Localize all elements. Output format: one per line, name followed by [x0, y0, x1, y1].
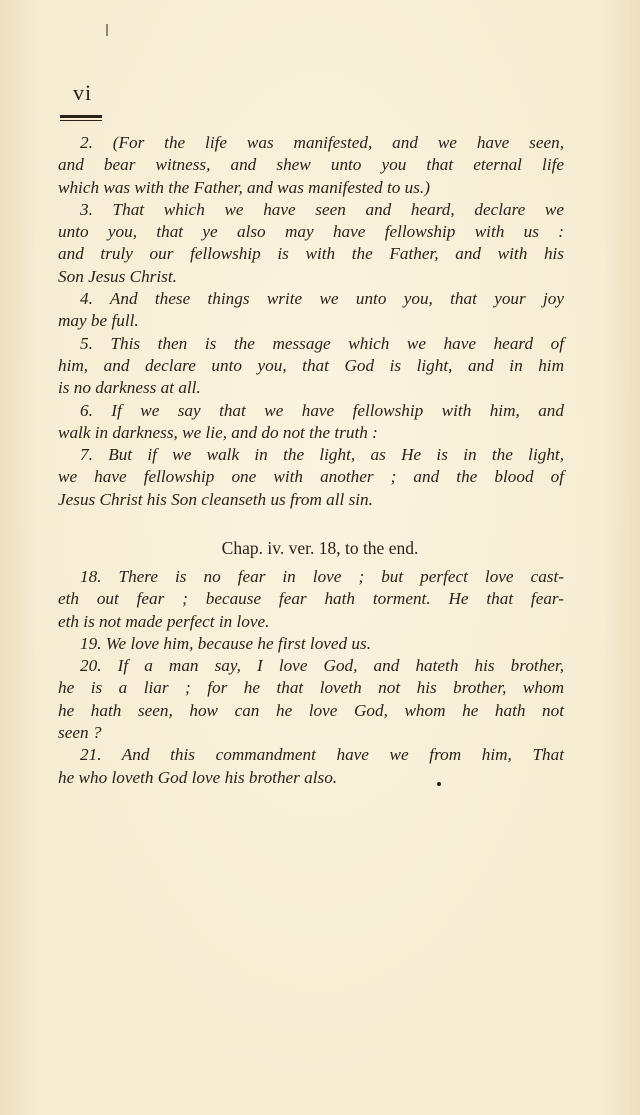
- verse-line: is no darkness at all.: [58, 378, 201, 398]
- header-rule: [60, 115, 102, 118]
- verse-line: unto you, that ye also may have fellowship with us :: [58, 222, 564, 242]
- verse-line: may be full.: [58, 311, 139, 331]
- verse-line: eth out fear ; because fear hath torment. He that fear-: [58, 589, 564, 609]
- verse-line: walk in darkness, we lie, and do not the truth :: [58, 422, 378, 442]
- verse-line: 2. (For the life was manifested, and we have seen,: [80, 133, 564, 152]
- verse-line: 7. But if we walk in the light, as He is in the light,: [80, 445, 564, 465]
- verse-line: 5. This then is the message which we have heard of: [80, 333, 564, 353]
- verse-line: we have fellowship one with another ; and the blood of: [58, 467, 564, 487]
- verse-line: 19. We love him, because he first loved us.: [80, 633, 372, 653]
- verse-line: eth is not made perfect in love.: [58, 611, 270, 631]
- ink-dot: [437, 782, 441, 786]
- verse-line: him, and declare unto you, that God is light, and in him: [58, 355, 564, 375]
- verse-line: Son Jesus Christ.: [58, 266, 177, 286]
- page-number: vi: [73, 80, 93, 105]
- printer-mark: [106, 24, 108, 36]
- verse-line: seen ?: [58, 723, 102, 743]
- verse-line: Jesus Christ his Son cleanseth us from all sin.: [58, 489, 373, 509]
- verse-line: he hath seen, how can he love God, whom he hath not: [58, 700, 564, 720]
- verse-line: 4. And these things write we unto you, that your joy: [80, 289, 564, 309]
- verse-line: and truly our fellowship is with the Father, and with his: [58, 244, 564, 264]
- verse-line: 18. There is no fear in love ; but perfect love cast-: [80, 567, 564, 586]
- chapter-heading: Chap. iv. ver. 18, to the end.: [221, 538, 419, 558]
- verse-line: 6. If we say that we have fellowship with him, and: [80, 400, 564, 420]
- verse-line: 21. And this commandment have we from him, That: [80, 745, 564, 765]
- passage-1john-4: [58, 566, 564, 789]
- verse-line: he who loveth God love his brother also.: [58, 767, 338, 787]
- verse-line: and bear witness, and shew unto you that eternal life: [58, 155, 564, 175]
- header-rule-thin: [60, 120, 102, 121]
- verse-line: which was with the Father, and was manifested to us.): [58, 177, 430, 197]
- verse-line: 3. That which we have seen and heard, declare we: [80, 199, 564, 219]
- verse-line: he is a liar ; for he that loveth not his brother, whom: [58, 678, 564, 698]
- passage-1john-1: [58, 132, 564, 511]
- verse-line: 20. If a man say, I love God, and hateth his brother,: [80, 656, 564, 676]
